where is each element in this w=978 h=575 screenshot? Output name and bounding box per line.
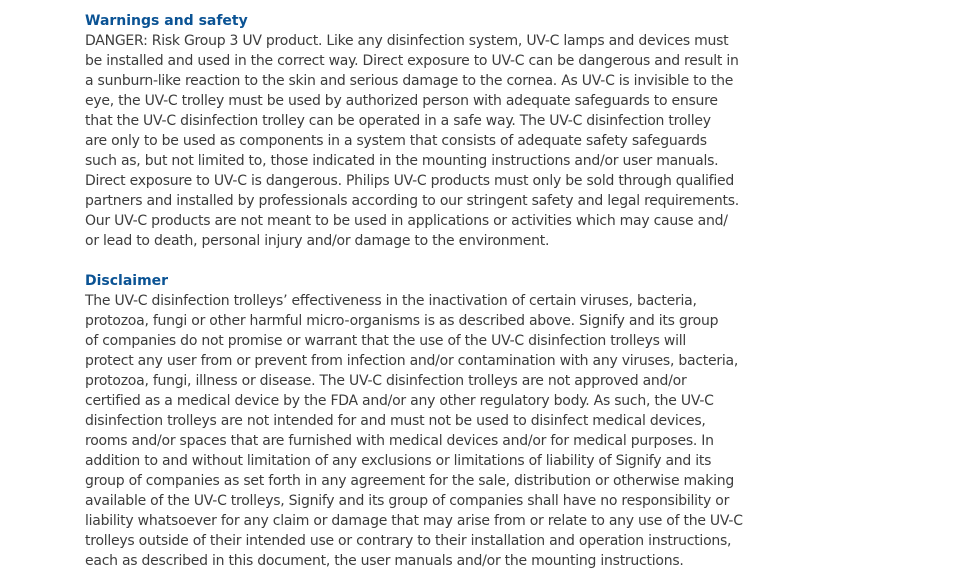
section-spacer [85,251,945,271]
disclaimer-line: available of the UV-C trolleys, Signify and its group of companies shall have no responsibility or [85,493,730,509]
disclaimer-line: The UV-C disinfection trolleys’ effectiveness in the inactivation of certain viruses, bacteria, [85,293,697,309]
warnings-line: such as, but not limited to, those indicated in the mounting instructions and/or user manuals. [85,153,719,169]
disclaimer-line: certified as a medical device by the FDA and/or any other regulatory body. As such, the UV-C [85,393,714,409]
disclaimer-body [85,291,945,571]
warnings-line: a sunburn-like reaction to the skin and serious damage to the cornea. As UV-C is invisible to the [85,73,734,89]
disclaimer-line: group of companies as set forth in any agreement for the sale, distribution or otherwise making [85,473,735,489]
disclaimer-line: liability whatsoever for any claim or damage that may arise from or relate to any use of the UV-C [85,513,743,529]
disclaimer-heading: Disclaimer [85,273,169,289]
warnings-line: DANGER: Risk Group 3 UV product. Like any disinfection system, UV-C lamps and devices must [85,33,729,49]
warnings-heading: Warnings and safety [85,13,248,29]
disclaimer-line: protozoa, fungi or other harmful micro-organisms is as described above. Signify and its group [85,313,719,329]
warnings-body [85,31,945,251]
disclaimer-line: disinfection trolleys are not intended for and must not be used to disinfect medical devices, [85,413,706,429]
disclaimer-line: rooms and/or spaces that are furnished with medical devices and/or for medical purposes. In [85,433,714,449]
disclaimer-line: addition to and without limitation of any exclusions or limitations of liability of Signify and its [85,453,712,469]
disclaimer-line: each as described in this document, the user manuals and/or the mounting instructions. [85,553,684,569]
document-page [85,11,945,571]
warnings-line: Direct exposure to UV-C is dangerous. Philips UV-C products must only be sold through qualified [85,173,734,189]
disclaimer-section [85,271,945,571]
disclaimer-line: protozoa, fungi, illness or disease. The UV-C disinfection trolleys are not approved and/or [85,373,687,389]
warnings-line: partners and installed by professionals according to our stringent safety and legal requirements. [85,193,739,209]
warnings-line: eye, the UV-C trolley must be used by authorized person with adequate safeguards to ensure [85,93,718,109]
disclaimer-line: trolleys outside of their intended use or contrary to their installation and operation instructions, [85,533,732,549]
disclaimer-line: protect any user from or prevent from infection and/or contamination with any viruses, bacteria, [85,353,739,369]
warnings-line: that the UV-C disinfection trolley can be operated in a safe way. The UV-C disinfection trolley [85,113,711,129]
warnings-line: or lead to death, personal injury and/or damage to the environment. [85,233,550,249]
warnings-section [85,11,945,251]
warnings-line: be installed and used in the correct way. Direct exposure to UV-C can be dangerous and result in [85,53,739,69]
warnings-line: Our UV-C products are not meant to be used in applications or activities which may cause and/ [85,213,728,229]
warnings-line: are only to be used as components in a system that consists of adequate safety safeguards [85,133,707,149]
disclaimer-line: of companies do not promise or warrant that the use of the UV-C disinfection trolleys will [85,333,687,349]
